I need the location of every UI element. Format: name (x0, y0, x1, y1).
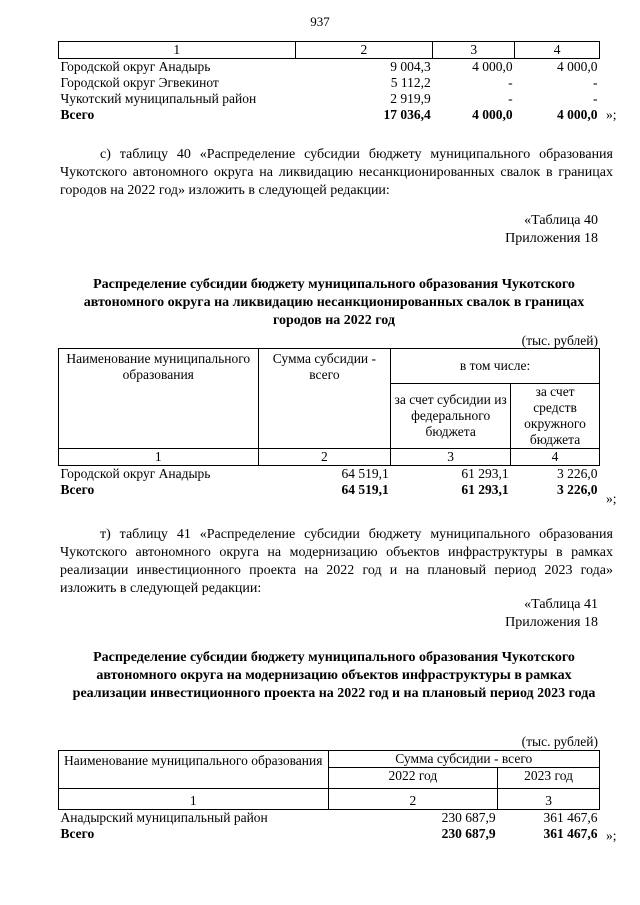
column-number: 3 (498, 789, 600, 810)
table40-reference (505, 212, 598, 248)
units-label: (тыс. рублей) (521, 734, 598, 749)
table-row (59, 75, 600, 91)
column-number: 3 (391, 449, 511, 466)
paragraph-t (60, 526, 613, 598)
column-number: 2 (258, 449, 391, 466)
closing-quote: »; (606, 828, 617, 843)
total-value: 3 226,0 (557, 482, 598, 497)
row-name: Городской округ Эгвекинот (60, 75, 219, 90)
header-sum: Сумма субсидии - всего (328, 751, 599, 768)
header-year-2023: 2023 год (498, 768, 600, 789)
row-value: 4 000,0 (557, 59, 598, 74)
header-including: в том числе: (391, 349, 600, 384)
table-header-row (59, 751, 600, 768)
column-number: 1 (59, 449, 259, 466)
header-cell: 2 (295, 42, 433, 59)
row-value: 4 000,0 (472, 59, 513, 74)
column-number: 1 (59, 789, 329, 810)
row-value: - (593, 75, 598, 90)
table-header-row (59, 42, 600, 59)
row-value: - (593, 91, 598, 106)
row-value: 230 687,9 (441, 810, 496, 825)
units-label: (тыс. рублей) (521, 333, 598, 348)
closing-quote: »; (606, 107, 617, 122)
row-value: 9 004,3 (390, 59, 431, 74)
table-total-row (59, 826, 600, 842)
paragraph-s (60, 146, 613, 200)
total-label: Всего (60, 826, 95, 841)
row-value: 361 467,6 (543, 810, 598, 825)
row-value: 5 112,2 (390, 75, 431, 90)
header-name: Наименование муниципального образования (59, 751, 329, 789)
paragraph-s-text: с) таблицу 40 «Распределение субсидии бюджету муниципального образования Чукотского автономного округа на ликвидацию несанкционированных свалок в границах городов на 2022 год» изложить в следующей редакции: (60, 147, 613, 198)
row-name: Чукотский муниципальный район (60, 91, 257, 106)
total-label: Всего (60, 107, 95, 122)
row-name: Городской округ Анадырь (60, 59, 211, 74)
appendix-ref-line: Приложения 18 (505, 231, 598, 246)
table40-title: Распределение субсидии бюджету муниципального образования Чукотского автономного округа на ликвидацию несанкционированных свалок в границах городов на 2022 год (83, 277, 585, 328)
header-cell: 1 (59, 42, 296, 59)
table-row (59, 810, 600, 827)
table-total-row (59, 107, 600, 123)
table-ref-line: «Таблица 40 (524, 213, 598, 228)
row-value: - (508, 91, 513, 106)
table-row (59, 59, 600, 76)
total-value: 4 000,0 (557, 107, 598, 122)
row-value: 64 519,1 (341, 466, 389, 481)
total-value: 4 000,0 (472, 107, 513, 122)
table-41 (58, 750, 600, 842)
total-value: 64 519,1 (341, 482, 389, 497)
table41-title: Распределение субсидии бюджету муниципального образования Чукотского автономного округа на модернизацию объектов инфраструктуры в рамках реализации инвестиционного проекта на 2022 год и на плановый период 2023 года (72, 650, 596, 701)
row-name: Анадырский муниципальный район (60, 810, 268, 825)
paragraph-t-text: т) таблицу 41 «Распределение субсидии бюджету муниципального образования Чукотского автономного округа на модернизацию объектов инфраструктуры в рамках реализации инвестиционного проекта на 2022 год и на плановый период 2023 года» изложить в следующей редакции: (60, 527, 613, 596)
table-total-row (59, 482, 600, 498)
table-header-row (59, 349, 600, 384)
table-number-row (59, 789, 600, 810)
total-value: 361 467,6 (543, 826, 598, 841)
row-value: - (508, 75, 513, 90)
row-name: Городской округ Анадырь (60, 466, 211, 481)
total-value: 230 687,9 (441, 826, 496, 841)
table-40 (58, 348, 600, 498)
row-value: 3 226,0 (557, 466, 598, 481)
header-cell: 3 (433, 42, 515, 59)
total-value: 61 293,1 (461, 482, 509, 497)
total-label: Всего (60, 482, 95, 497)
table-row (59, 466, 600, 483)
header-cell: 4 (515, 42, 600, 59)
header-district: за счет средств окружного бюджета (511, 384, 600, 449)
column-number: 2 (328, 789, 498, 810)
page-number: 937 (310, 14, 330, 29)
row-value: 2 919,9 (390, 91, 431, 106)
header-name: Наименование муниципального образования (59, 349, 259, 449)
table-row (59, 91, 600, 107)
closing-quote: »; (606, 491, 617, 506)
appendix-ref-line: Приложения 18 (505, 615, 598, 630)
header-sum: Сумма субсидии - всего (258, 349, 391, 449)
column-number: 4 (511, 449, 600, 466)
table-continuation (58, 41, 600, 123)
header-federal: за счет субсидии из федерального бюджета (391, 384, 511, 449)
header-year-2022: 2022 год (328, 768, 498, 789)
row-value: 61 293,1 (461, 466, 509, 481)
table-ref-line: «Таблица 41 (524, 597, 598, 612)
table41-reference (505, 596, 598, 632)
total-value: 17 036,4 (383, 107, 431, 122)
table-number-row (59, 449, 600, 466)
